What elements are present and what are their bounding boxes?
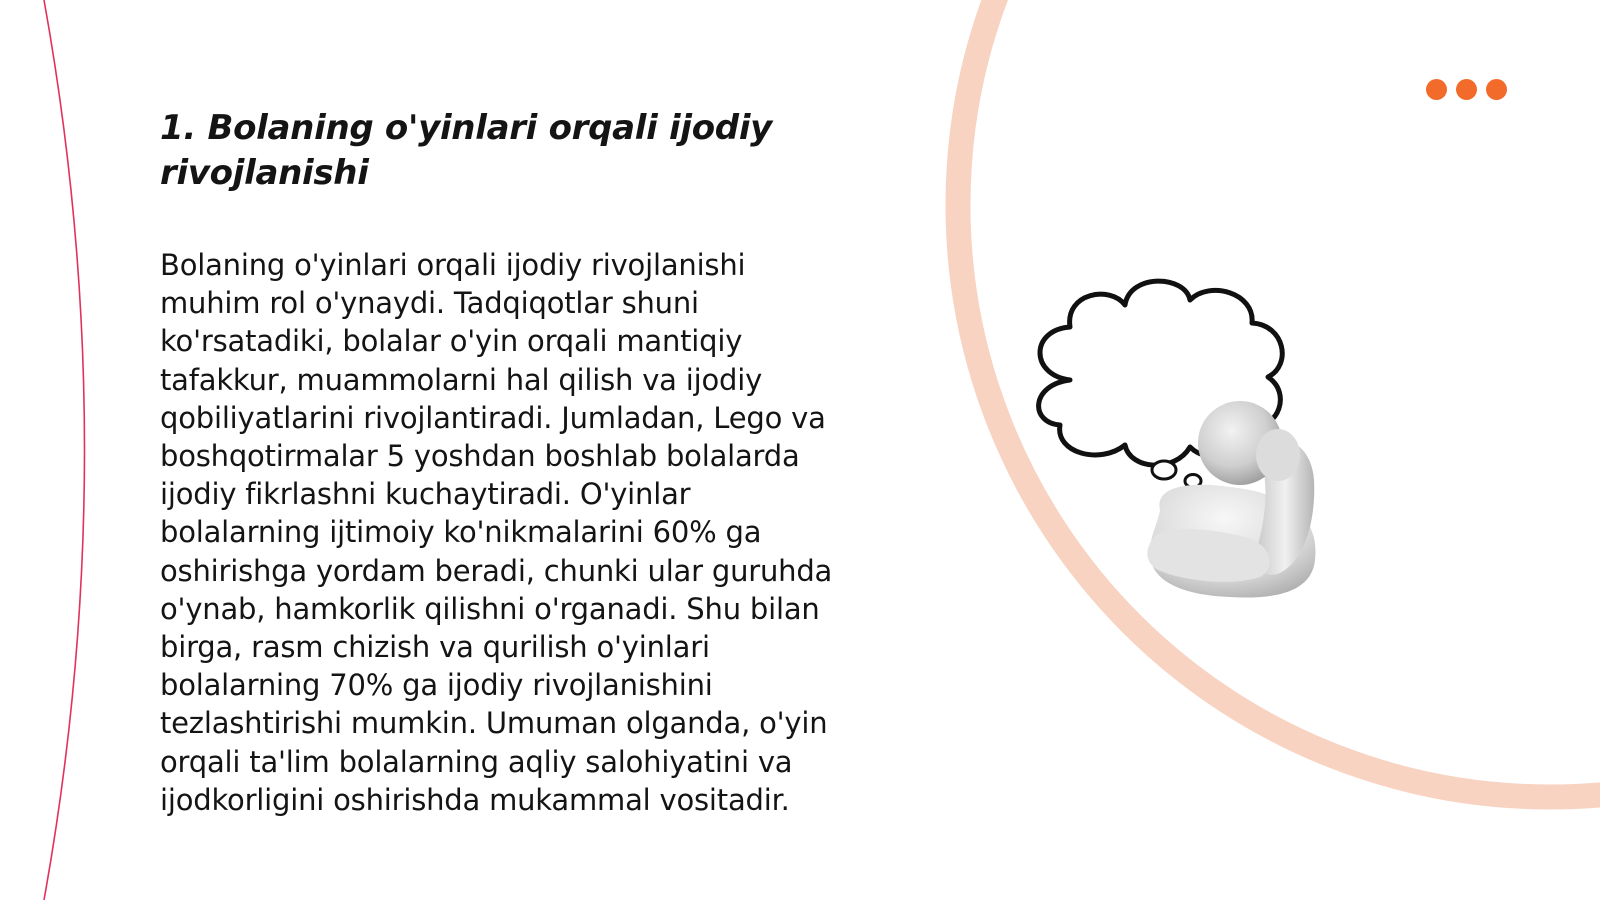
- dot: [1456, 79, 1477, 100]
- slide-title: 1. Bolaning o'yinlari orqali ijodiy rivojlanishi: [160, 108, 773, 193]
- left-curve-line: [44, 0, 85, 900]
- thought-bubble-small: [1152, 461, 1176, 479]
- slide-body-text: Bolaning o'yinlari orqali ijodiy rivojlanishi muhim rol o'ynaydi. Tadqiqotlar shuni ko'rsatadiki, bolalar o'yin orqali mantiqiy tafakkur, muammolarni hal qilish va ijodiy qobiliyatlarini rivojlantiradi. Jumladan, Lego va boshqotirmalar 5 yoshdan boshlab bolalarda ijodiy fikrlashni kuchaytiradi. O'yinlar bolalarning ijtimoiy ko'nikmalarini 60% ga oshirishga yordam beradi, chunki ular guruhda o'ynab, hamkorlik qilishni o'rganadi. Shu bilan birga, rasm chizish va qurilish o'yinlari bolalarning 70% ga ijodiy rivojlanishini tezlashtirishi mumkin. Umuman olganda, o'yin orqali ta'lim bolalarning aqliy salohiyatini va ijodkorligini oshirishda mukammal vositadir.: [160, 248, 833, 817]
- dot: [1486, 79, 1507, 100]
- dot: [1426, 79, 1447, 100]
- person-hand: [1256, 429, 1300, 481]
- thinking-person-thought-bubble-icon: [1030, 275, 1350, 615]
- three-dots-icon: [1426, 79, 1516, 101]
